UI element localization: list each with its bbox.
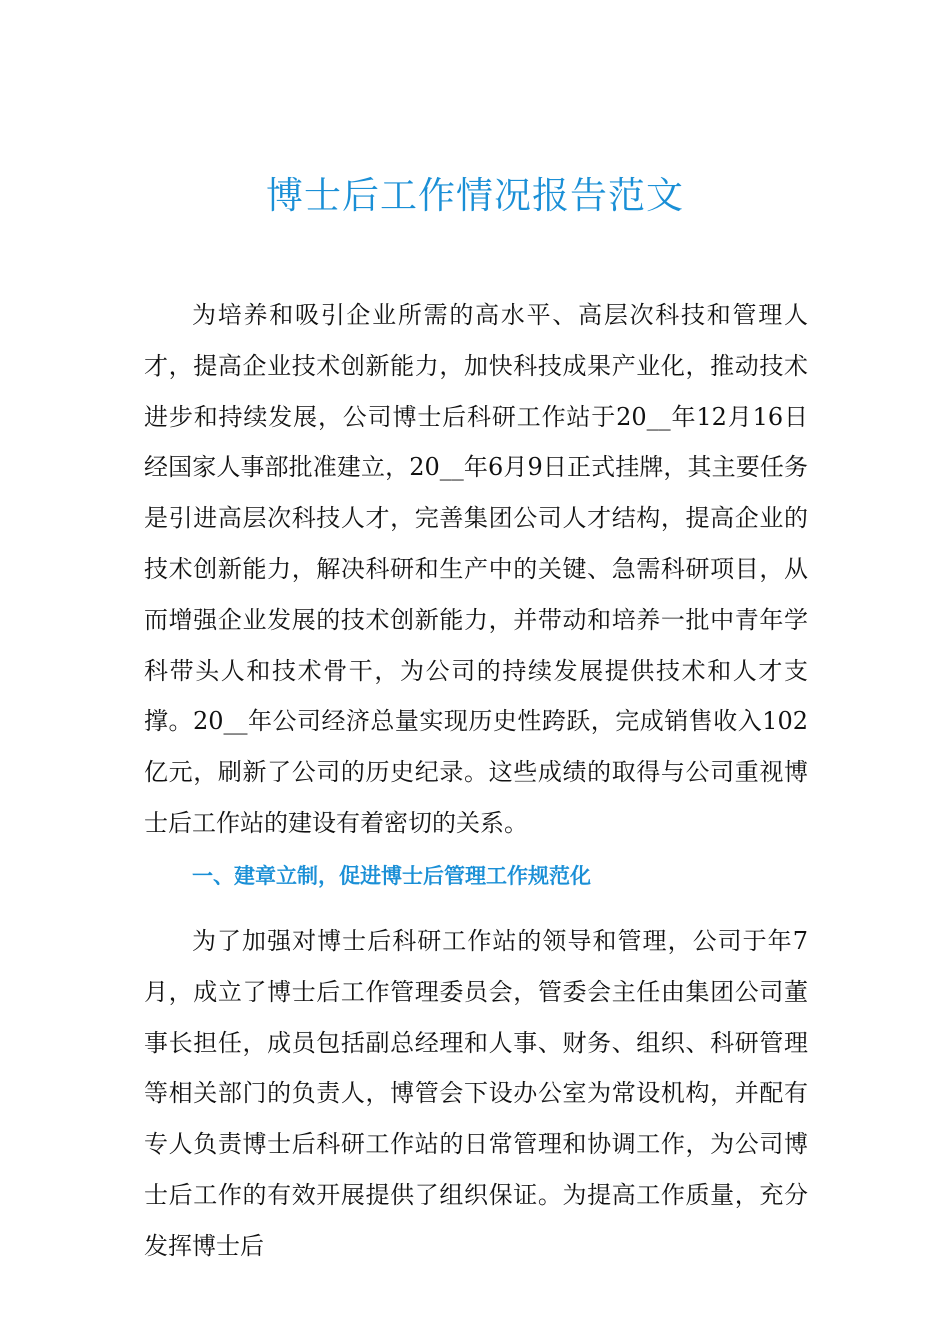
body-paragraph-2: 为了加强对博士后科研工作站的领导和管理，公司于年7月，成立了博士后工作管理委员会，管委会主任由集团公司董事长担任，成员包括副总经理和人事、财务、组织、科研管理等相关部门的负责人，博管会下设办公室为常设机构，并配有专人负责博士后科研工作站的日常管理和协调工作，为公司博士后工作的有效开展提供了组织保证。为提高工作质量，充分发挥博士后 [144, 927, 808, 1260]
body-paragraph-1: 为培养和吸引企业所需的高水平、高层次科技和管理人才，提高企业技术创新能力，加快科技成果产业化，推动技术进步和持续发展，公司博士后科研工作站于20__年12月16日经国家人事部批准建立，20__年6月9日正式挂牌，其主要任务是引进高层次科技人才，完善集团公司人才结构，提高企业的技术创新能力，解决科研和生产中的关键、急需科研项目，从而增强企业发展的技术创新能力，并带动和培养一批中青年学科带头人和技术骨干，为公司的持续发展提供技术和人才支撑。20__年公司经济总量实现历史性跨跃，完成销售收入102亿元，刷新了公司的历史纪录。这些成绩的取得与公司重视博士后工作站的建设有着密切的关系。 [144, 301, 808, 837]
document-title: 博士后工作情况报告范文 [266, 174, 684, 217]
section-heading-1: 一、建章立制，促进博士后管理工作规范化 [192, 864, 591, 888]
